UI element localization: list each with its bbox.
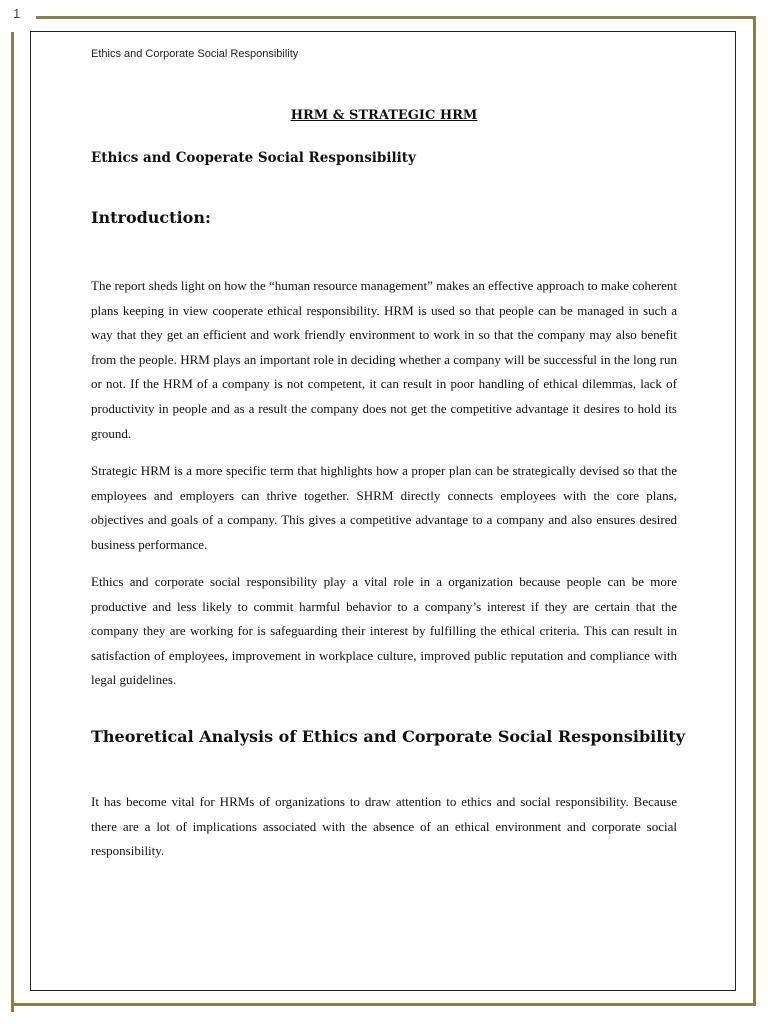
running-header: Ethics and Corporate Social Responsibility	[91, 48, 299, 60]
page-border-bottom	[11, 1003, 756, 1006]
page-number: 1	[13, 6, 21, 21]
theoretical-analysis-heading: Theoretical Analysis of Ethics and Corporate Social Responsibility	[91, 727, 686, 746]
intro-paragraph-1: The report sheds light on how the “human resource management” makes an effective approach to make coherent plans keeping in view cooperate ethical responsibility. HRM is used so that people can be managed in such a way that they get an efficient and work friendly environment to work in so that the company may also benefit from the people. HRM plays an important role in deciding whether a company will be successful in the long run or not. If the HRM of a company is not competent, it can result in poor handling of ethical dilemmas, lack of productivity in people and as a result the company does not get the competitive advantage it desires to hold its ground.	[91, 278, 677, 441]
page-border-top	[36, 16, 756, 19]
page-border-right	[753, 16, 756, 1006]
document-subtitle: Ethics and Cooperate Social Responsibility	[91, 150, 416, 166]
document-title: HRM & STRATEGIC HRM	[290, 108, 478, 123]
intro-paragraph-2: Strategic HRM is a more specific term that highlights how a proper plan can be strategically devised so that the employees and employers can thrive together. SHRM directly connects employees with the core plans, objectives and goals of a company. This gives a competitive advantage to a company and also ensures desired business performance.	[91, 463, 677, 552]
introduction-heading: Introduction:	[91, 208, 211, 227]
intro-paragraph-3: Ethics and corporate social responsibility play a vital role in a organization because people can be more productive and less likely to commit harmful behavior to a company’s interest if they are certain that the company they are working for is safeguarding their interest by fulfilling the ethical criteria. This can result in satisfaction of employees, improvement in workplace culture, improved public reputation and compliance with legal guidelines.	[91, 574, 677, 688]
page-border-left	[11, 32, 14, 1012]
theoretical-analysis-paragraph: It has become vital for HRMs of organizations to draw attention to ethics and social responsibility. Because there are a lot of implications associated with the absence of an ethical environment and corporate social responsibility.	[91, 794, 677, 859]
